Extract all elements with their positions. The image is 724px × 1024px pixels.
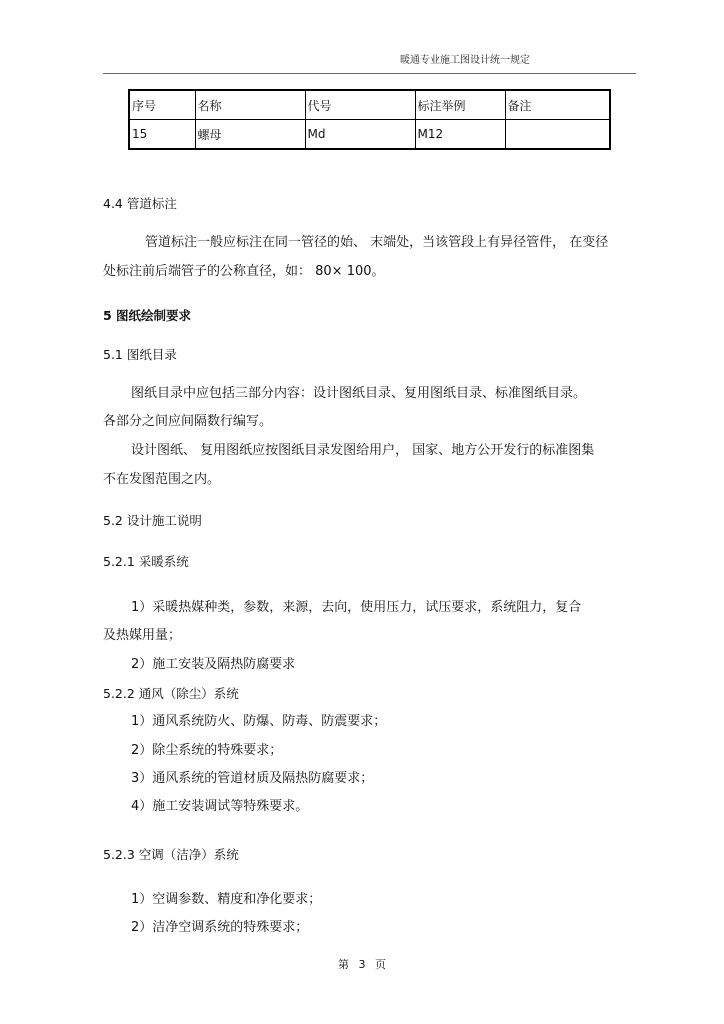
table-cell: [505, 120, 610, 150]
paragraph-line: 图纸目录中应包括三部分内容：设计图纸目录、复用图纸目录、标准图纸目录。: [131, 386, 587, 401]
paragraph-line: 设计图纸、 复用图纸应按图纸目录发图给用户， 国家、地方公开发行的标准图集: [131, 443, 595, 458]
table-cell: 15: [129, 120, 195, 150]
section-heading: 4.4 管道标注: [103, 196, 177, 211]
chapter-heading: 5 图纸绘制要求: [103, 308, 192, 323]
table-header-cell: 序号: [129, 90, 195, 120]
table-cell: 螺母: [195, 120, 305, 150]
page-number: 第 3 页: [338, 958, 386, 971]
running-header: 暖通专业施工图设计统一规定: [400, 55, 530, 66]
header-divider: [103, 73, 636, 74]
list-item: 2）洁净空调系统的特殊要求；: [131, 920, 309, 935]
list-item: 3）通风系统的管道材质及隔热防腐要求；: [131, 771, 374, 786]
section-heading: 5.1 图纸目录: [103, 347, 177, 362]
table-header-cell: 名称: [195, 90, 305, 120]
paragraph-line: 不在发图范围之内。: [103, 472, 221, 487]
list-item: 及热媒用量；: [103, 628, 182, 643]
symbol-table: [128, 89, 611, 150]
paragraph-line: 管道标注一般应标注在同一管径的始、 末端处，当该管段上有异径管件， 在变径: [145, 235, 609, 250]
list-item: 2）施工安装及隔热防腐要求: [131, 657, 296, 672]
list-item: 4）施工安装调试等特殊要求。: [131, 799, 309, 814]
table-header-cell: 备注: [505, 90, 610, 120]
list-item: 1）采暖热媒种类，参数，来源，去向，使用压力，试压要求，系统阻力，复合: [131, 600, 582, 615]
list-item: 2）除尘系统的特殊要求；: [131, 743, 283, 758]
subsection-heading: 5.2.3 空调（洁净）系统: [103, 847, 239, 862]
table-cell: M12: [415, 120, 505, 150]
subsection-heading: 5.2.1 采暖系统: [103, 554, 189, 569]
table-row: [129, 120, 610, 150]
paragraph-line: 各部分之间应间隔数行编写。: [103, 414, 273, 429]
table-cell: Md: [305, 120, 415, 150]
table-header-cell: 标注举例: [415, 90, 505, 120]
list-item: 1）通风系统防火、防爆、防毒、防震要求；: [131, 714, 387, 729]
list-item: 1）空调参数、精度和净化要求；: [131, 892, 322, 907]
subsection-heading: 5.2.2 通风（除尘）系统: [103, 686, 239, 701]
table-header-cell: 代号: [305, 90, 415, 120]
table-header-row: [129, 90, 610, 120]
section-heading: 5.2 设计施工说明: [103, 513, 202, 528]
paragraph-line: 处标注前后端管子的公称直径，如： 80× 100。: [103, 264, 385, 279]
